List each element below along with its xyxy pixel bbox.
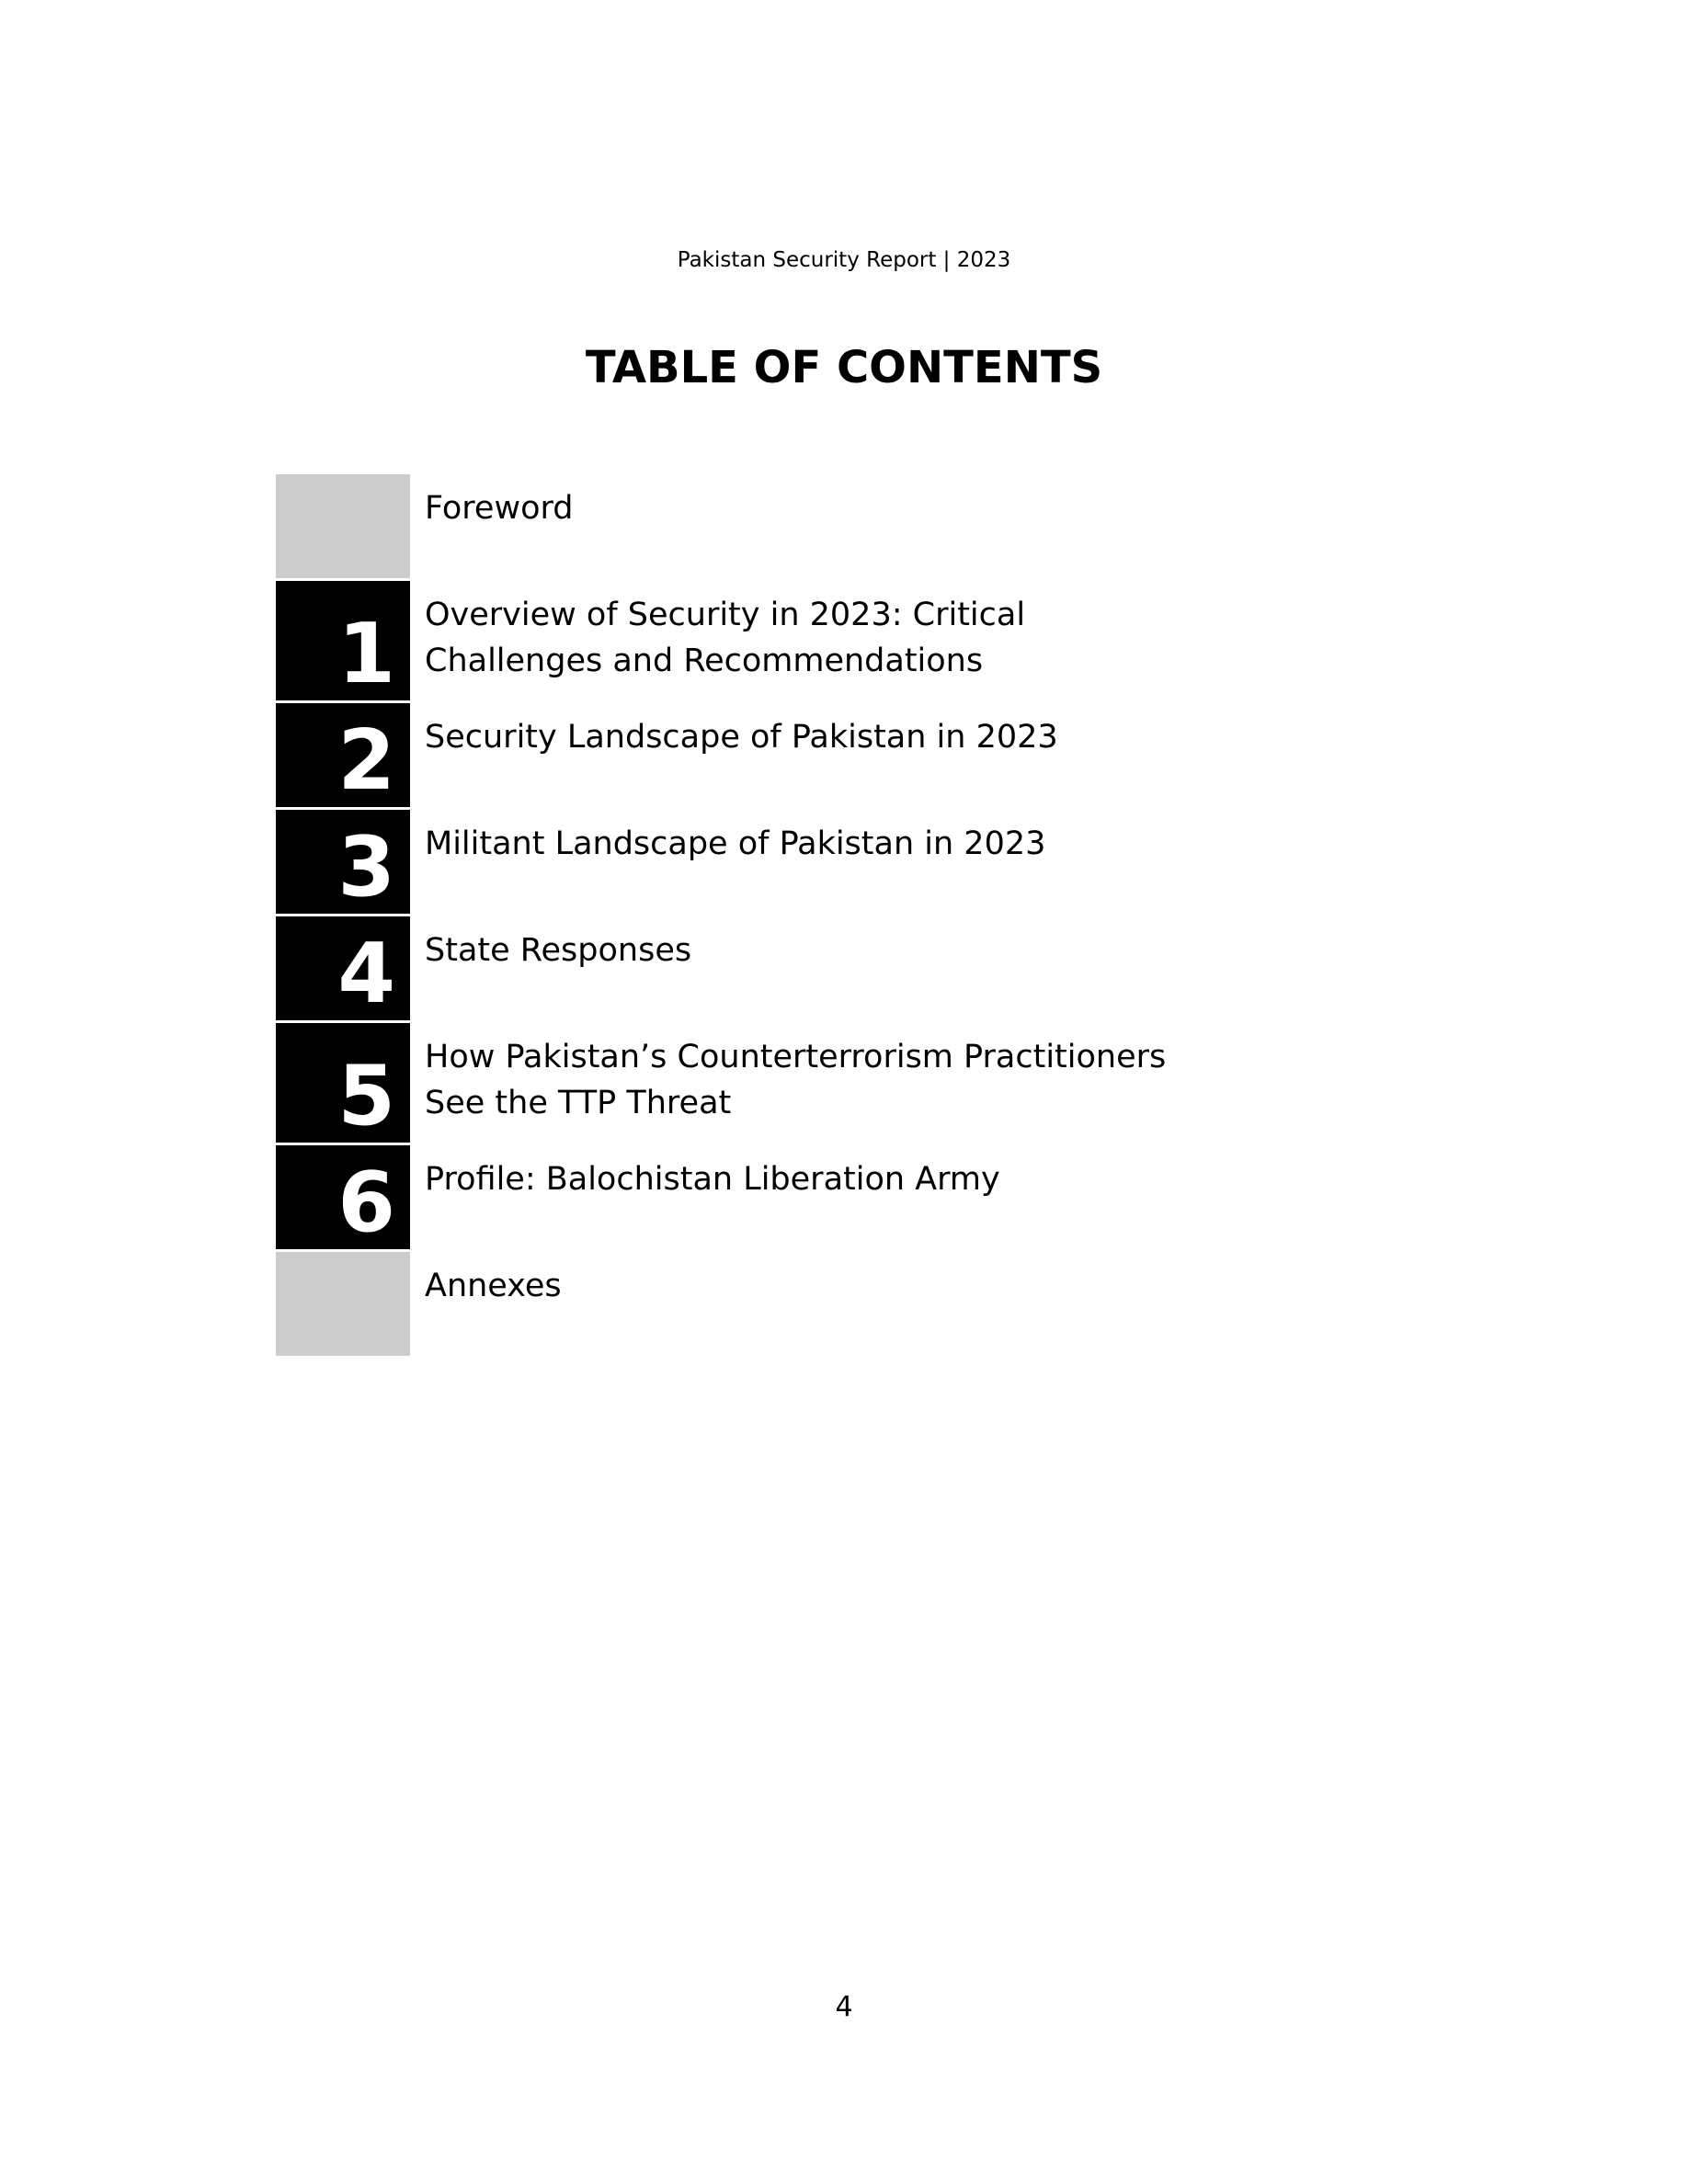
toc-item-label: State Responses xyxy=(425,932,692,969)
toc-item-chapter-6[interactable] xyxy=(276,1145,1195,1249)
toc-marker-number xyxy=(276,810,410,914)
chapter-number: 6 xyxy=(337,1155,395,1251)
toc-marker-number xyxy=(276,703,410,807)
table-of-contents xyxy=(276,474,1195,1356)
chapter-number: 3 xyxy=(337,819,395,916)
chapter-number: 1 xyxy=(337,606,395,702)
toc-marker-number xyxy=(276,581,410,700)
chapter-number: 2 xyxy=(337,712,395,809)
toc-item-label: Foreword xyxy=(425,490,574,527)
toc-item-annexes[interactable] xyxy=(276,1252,1195,1356)
page-number: 4 xyxy=(835,1991,853,2023)
toc-marker-number xyxy=(276,916,410,1020)
toc-item-chapter-3[interactable] xyxy=(276,810,1195,914)
running-header: Pakistan Security Report | 2023 xyxy=(677,248,1011,272)
toc-marker-number xyxy=(276,1145,410,1249)
toc-item-chapter-4[interactable] xyxy=(276,916,1195,1020)
toc-item-foreword[interactable] xyxy=(276,474,1195,578)
toc-marker-blank xyxy=(276,474,410,578)
toc-item-chapter-5[interactable] xyxy=(276,1023,1195,1143)
chapter-number: 4 xyxy=(337,926,395,1022)
toc-item-label: Security Landscape of Pakistan in 2023 xyxy=(425,719,1058,756)
page-title: TABLE OF CONTENTS xyxy=(585,342,1103,393)
toc-marker-blank xyxy=(276,1252,410,1356)
toc-marker-number xyxy=(276,1023,410,1143)
toc-item-label: Profile: Balochistan Liberation Army xyxy=(425,1161,1000,1198)
toc-item-chapter-1[interactable] xyxy=(276,581,1195,700)
toc-item-label: How Pakistan’s Counterterrorism Practitioners See the TTP Threat xyxy=(425,1039,1167,1121)
chapter-number: 5 xyxy=(337,1048,395,1144)
toc-item-label: Annexes xyxy=(425,1268,562,1304)
toc-item-label: Militant Landscape of Pakistan in 2023 xyxy=(425,825,1046,862)
toc-item-chapter-2[interactable] xyxy=(276,703,1195,807)
toc-item-label: Overview of Security in 2023: Critical Challenges and Recommendations xyxy=(425,597,1026,679)
